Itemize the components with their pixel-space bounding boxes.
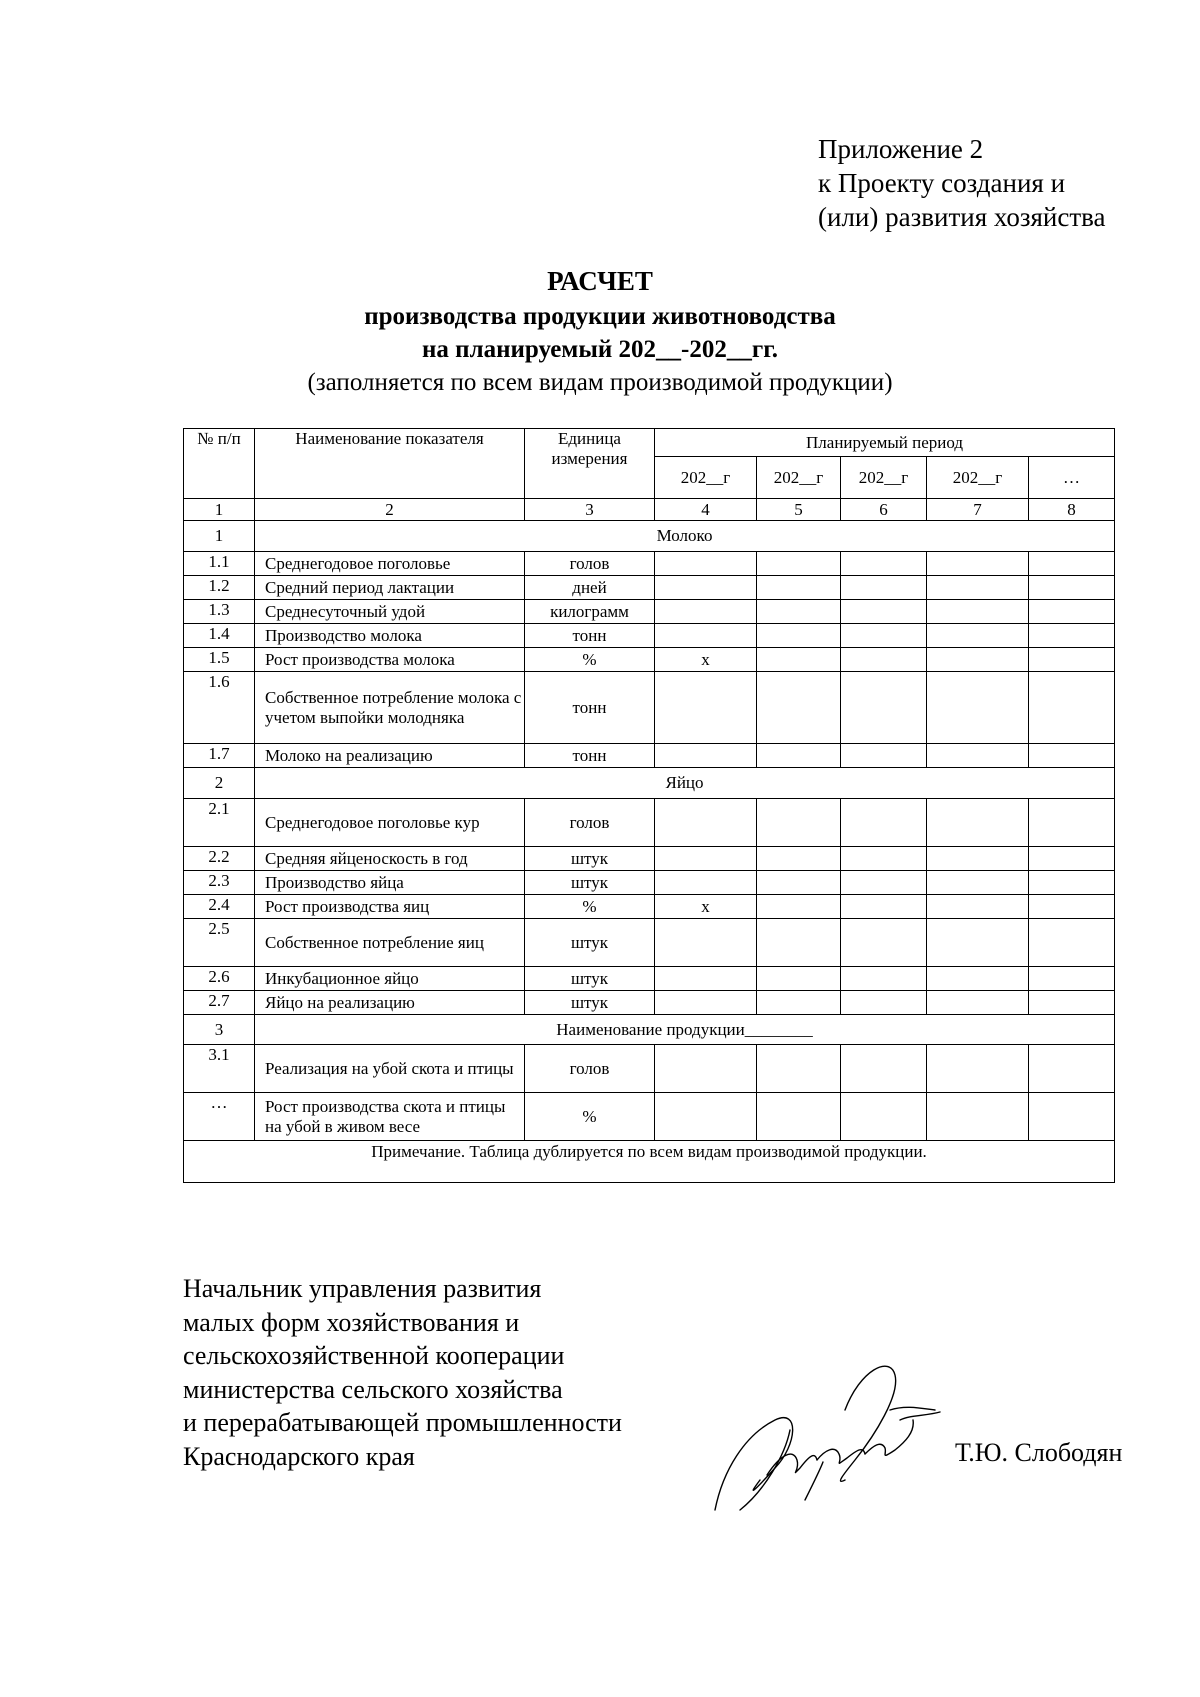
table-row [184,967,1115,991]
row-value-5 [757,576,841,600]
table-row [184,672,1115,744]
signature-position [183,1272,622,1473]
row-name: Средняя яйценоскость в год [255,847,525,871]
row-value-6 [841,744,927,768]
row-value-4 [655,1093,757,1141]
row-num: 2.5 [184,919,255,967]
row-value-7 [927,552,1029,576]
header-year: 202__г [757,457,841,499]
row-value-7 [927,1093,1029,1141]
row-unit: дней [525,576,655,600]
row-value-7 [927,648,1029,672]
section-title: Наименование продукции________ [255,1015,1115,1045]
row-value-8 [1029,648,1115,672]
section-row [184,768,1115,799]
row-value-6 [841,576,927,600]
column-number: 8 [1029,499,1115,521]
header-num: № п/п [184,429,255,499]
column-number: 3 [525,499,655,521]
row-value-8 [1029,871,1115,895]
row-name: Средний период лактации [255,576,525,600]
row-value-5 [757,624,841,648]
row-value-7 [927,991,1029,1015]
column-number: 2 [255,499,525,521]
row-unit: штук [525,871,655,895]
table-row [184,871,1115,895]
row-value-6 [841,1093,927,1141]
section-num: 2 [184,768,255,799]
row-value-4 [655,991,757,1015]
column-numbers-row [184,499,1115,521]
row-value-4 [655,919,757,967]
row-value-7 [927,600,1029,624]
row-value-8 [1029,967,1115,991]
row-value-6 [841,672,927,744]
appendix-line: Приложение 2 [818,134,984,164]
row-value-8 [1029,576,1115,600]
row-num: 2.3 [184,871,255,895]
header-year: 202__г [841,457,927,499]
appendix-line: (или) развития хозяйства [818,202,1106,232]
table-note: Примечание. Таблица дублируется по всем видам производимой продукции. [184,1141,1115,1183]
row-name: Рост производства скота и птицы на убой в живом весе [255,1093,525,1141]
row-value-5 [757,991,841,1015]
row-value-7 [927,624,1029,648]
row-value-6 [841,799,927,847]
table-row [184,624,1115,648]
table-row [184,895,1115,919]
row-value-6 [841,847,927,871]
row-value-4 [655,552,757,576]
row-unit: % [525,895,655,919]
note-row [184,1141,1115,1183]
table-row [184,1093,1115,1141]
header-year: 202__г [927,457,1029,499]
section-row [184,521,1115,552]
row-value-6 [841,895,927,919]
title-subject: производства продукции животноводства [364,303,836,330]
table-row [184,600,1115,624]
row-value-5 [757,919,841,967]
row-value-4: x [655,648,757,672]
row-name: Молоко на реализацию [255,744,525,768]
signature-position-line: сельскохозяйственной кооперации [183,1341,565,1370]
row-value-8 [1029,991,1115,1015]
row-value-7 [927,847,1029,871]
row-value-6 [841,552,927,576]
row-value-5 [757,871,841,895]
production-table [183,428,1115,1183]
row-value-4 [655,1045,757,1093]
row-value-6 [841,648,927,672]
row-value-6 [841,1045,927,1093]
row-num: 1.3 [184,600,255,624]
column-number: 6 [841,499,927,521]
signature-position-line: министерства сельского хозяйства [183,1374,563,1404]
column-number: 5 [757,499,841,521]
row-unit: % [525,648,655,672]
row-unit: тонн [525,624,655,648]
appendix-header [818,132,1106,234]
row-value-7 [927,576,1029,600]
row-name: Среднегодовое поголовье [255,552,525,576]
section-title: Яйцо [255,768,1115,799]
row-unit: % [525,1093,655,1141]
row-name: Производство молока [255,624,525,648]
table-row [184,847,1115,871]
header-year: 202__г [655,457,757,499]
table-row [184,991,1115,1015]
table-row [184,919,1115,967]
row-value-6 [841,991,927,1015]
row-value-7 [927,871,1029,895]
row-value-7 [927,799,1029,847]
row-value-8 [1029,799,1115,847]
row-value-5 [757,600,841,624]
row-unit: штук [525,967,655,991]
row-name: Яйцо на реализацию [255,991,525,1015]
row-value-6 [841,919,927,967]
row-unit: тонн [525,744,655,768]
row-value-7 [927,1045,1029,1093]
row-unit: тонн [525,672,655,744]
row-unit: килограмм [525,600,655,624]
row-value-4 [655,576,757,600]
row-num: 1.1 [184,552,255,576]
section-num: 1 [184,521,255,552]
table-row [184,799,1115,847]
row-name: Собственное потребление яиц [255,919,525,967]
row-name: Среднесуточный удой [255,600,525,624]
row-name: Инкубационное яйцо [255,967,525,991]
row-value-4 [655,847,757,871]
row-name: Собственное потребление молока с учетом выпойки молодняка [255,672,525,744]
row-value-8 [1029,895,1115,919]
table-row [184,744,1115,768]
row-value-8 [1029,624,1115,648]
row-name: Среднегодовое поголовье кур [255,799,525,847]
row-unit: штук [525,847,655,871]
row-value-7 [927,744,1029,768]
row-num: 1.5 [184,648,255,672]
table-row [184,648,1115,672]
header-row [184,429,1115,457]
header-name: Наименование показателя [255,429,525,499]
row-value-4 [655,624,757,648]
table-row [184,576,1115,600]
column-number: 7 [927,499,1029,521]
row-num: 1.2 [184,576,255,600]
row-value-8 [1029,919,1115,967]
row-value-8 [1029,847,1115,871]
section-num: 3 [184,1015,255,1045]
row-unit: голов [525,799,655,847]
row-value-5 [757,744,841,768]
row-value-5 [757,967,841,991]
row-num: 2.2 [184,847,255,871]
row-num: 1.4 [184,624,255,648]
row-value-6 [841,624,927,648]
row-value-4 [655,744,757,768]
row-value-4 [655,871,757,895]
row-unit: штук [525,919,655,967]
section-row [184,1015,1115,1045]
row-value-6 [841,967,927,991]
row-value-7 [927,672,1029,744]
row-value-5 [757,672,841,744]
row-value-4 [655,799,757,847]
handwritten-signature [705,1350,950,1520]
row-value-8 [1029,744,1115,768]
appendix-line: к Проекту создания и [818,168,1066,198]
row-num: 1.6 [184,672,255,744]
signature-position-line: Начальник управления развития [183,1274,542,1303]
row-value-7 [927,919,1029,967]
row-name: Рост производства молока [255,648,525,672]
row-unit: штук [525,991,655,1015]
row-num: 1.7 [184,744,255,768]
title-instruction: (заполняется по всем видам производимой продукции) [307,369,893,396]
header-period: Планируемый период [655,429,1115,457]
row-value-4 [655,672,757,744]
signer-name: Т.Ю. Слободян [955,1438,1123,1467]
signature-position-line: Краснодарского края [183,1441,415,1471]
row-name: Реализация на убой скота и птицы [255,1045,525,1093]
row-value-7 [927,967,1029,991]
row-value-5 [757,648,841,672]
row-value-6 [841,600,927,624]
table-row [184,552,1115,576]
section-title: Молоко [255,521,1115,552]
row-value-4 [655,600,757,624]
table-row [184,1045,1115,1093]
title-main: РАСЧЕТ [547,266,653,296]
row-unit: голов [525,1045,655,1093]
column-number: 1 [184,499,255,521]
row-value-4 [655,967,757,991]
row-num: … [184,1093,255,1141]
row-value-5 [757,847,841,871]
row-value-5 [757,1093,841,1141]
document-title [0,262,1200,400]
header-year: … [1029,457,1115,499]
row-value-6 [841,871,927,895]
column-number: 4 [655,499,757,521]
row-name: Рост производства яиц [255,895,525,919]
row-value-4: x [655,895,757,919]
row-value-8 [1029,1045,1115,1093]
row-num: 2.4 [184,895,255,919]
signature-position-line: малых форм хозяйствования и [183,1307,520,1337]
row-value-7 [927,895,1029,919]
row-value-8 [1029,600,1115,624]
row-value-8 [1029,1093,1115,1141]
row-value-5 [757,799,841,847]
row-unit: голов [525,552,655,576]
row-value-5 [757,552,841,576]
row-name: Производство яйца [255,871,525,895]
row-num: 2.6 [184,967,255,991]
row-value-8 [1029,552,1115,576]
row-num: 2.1 [184,799,255,847]
row-value-8 [1029,672,1115,744]
title-period: на планируемый 202__-202__гг. [422,336,778,363]
row-num: 2.7 [184,991,255,1015]
row-value-5 [757,1045,841,1093]
header-unit: Единица измерения [525,429,655,499]
row-num: 3.1 [184,1045,255,1093]
signature-position-line: и перерабатывающей промышленности [183,1408,622,1437]
row-value-5 [757,895,841,919]
